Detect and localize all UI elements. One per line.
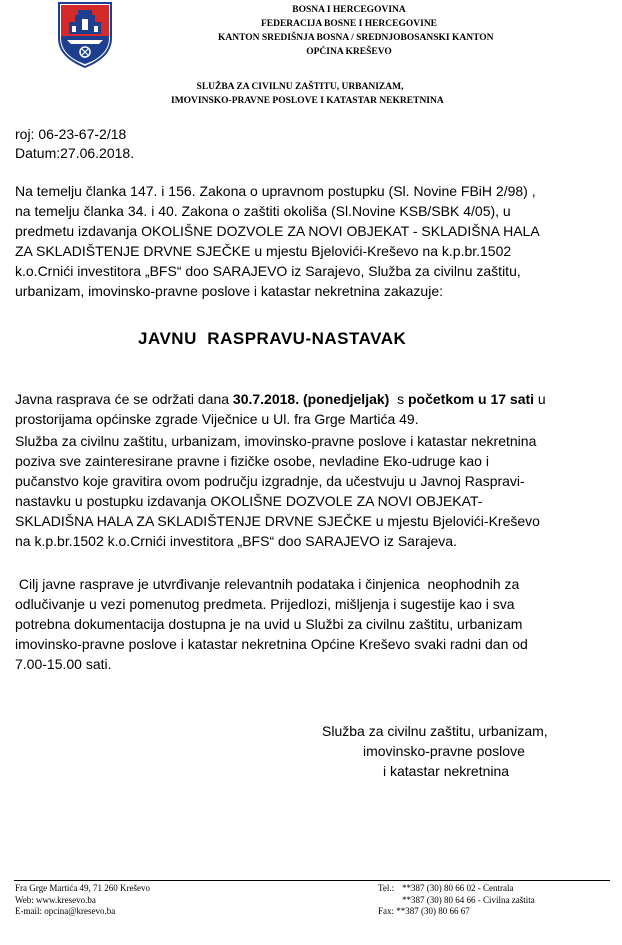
signature-line: Služba za civilnu zaštitu, urbanizam, xyxy=(322,723,548,739)
invitation-line: poziva sve zainteresirane pravne i fizičke osobe, nevladine Eko-udruge kao i xyxy=(15,453,489,469)
footer-email: E-mail: opcina@kresevo.ba xyxy=(15,906,116,916)
footer-web: Web: www.kresevo.ba xyxy=(15,894,96,905)
coat-of-arms xyxy=(57,2,113,68)
goal-paragraph xyxy=(15,574,550,674)
footer-divider xyxy=(14,880,610,881)
invitation-line: pučanstvo koje gravitira ovom području izgradnje, da učestvuju u Javnoj Raspravi- xyxy=(15,473,525,489)
footer-tel-central: **387 (30) 80 66 02 - Centrala xyxy=(402,883,514,893)
service-name-block xyxy=(171,80,444,108)
header-line-canton: KANTON SREDIŠNJA BOSNA / SREDNJOBOSANSKI KANTON xyxy=(218,33,494,43)
footer-contact-left xyxy=(15,883,150,918)
intro-line: urbanizam, imovinsko-pravne poslove i katastar nekretnina zakazuje: xyxy=(15,283,443,299)
municipality-shield-icon xyxy=(57,2,113,68)
invitation-line: Služba za civilnu zaštitu, urbanizam, imovinsko-pravne poslove i katastar nekretnina xyxy=(15,433,537,449)
intro-line: predmetu izdavanja OKOLIŠNE DOZVOLE ZA NOVI OBJEKAT - SKLADIŠNA HALA xyxy=(15,223,540,239)
goal-line: odlučivanje u vezi pomenutog predmeta. Prijedlozi, mišljenja i sugestije kao i sva xyxy=(15,596,515,612)
signature-block xyxy=(322,721,548,781)
document-title: JAVNU RASPRAVU-NASTAVAK xyxy=(138,329,407,348)
invitation-line: na k.p.br.1502 k.o.Crnići investitora „BFS“ doo SARAJEVO iz Sarajeva. xyxy=(15,533,457,549)
footer-address: Fra Grge Martića 49, 71 260 Kreševo xyxy=(15,883,151,893)
intro-line: ZA SKLADIŠTENJE DRVNE SJEČKE u mjestu Bjelovići-Kreševo na k.p.br.1502 xyxy=(15,243,512,259)
hearing-start-time: početkom u 17 sati xyxy=(407,391,535,407)
invitation-line: SKLADIŠNA HALA ZA SKLADIŠTENJE DRVNE SJEČKE u mjestu Bjelovići-Kreševo xyxy=(15,513,540,529)
reference-block xyxy=(15,125,134,163)
hearing-paragraph xyxy=(15,389,555,429)
header-line-country: BOSNA I HERCEGOVINA xyxy=(292,5,406,15)
signature-line: i katastar nekretnina xyxy=(383,763,510,779)
hearing-location: prostorijama općinske zgrade Viječnice u Ul. fra Grge Martića 49. xyxy=(15,411,419,427)
invitation-paragraph xyxy=(15,431,550,551)
intro-line: na temelju članka 34. i 40. Zakona o zaštiti okoliša (Sl.Novine KSB/SBK 4/05), u xyxy=(15,203,511,219)
header-block xyxy=(218,3,494,59)
hearing-text: u xyxy=(534,391,546,407)
header-line-federation: FEDERACIJA BOSNE I HERCEGOVINE xyxy=(260,19,438,29)
hearing-date: 30.7.2018. (ponedjeljak) xyxy=(232,391,390,407)
signature-line: imovinsko-pravne poslove xyxy=(363,743,525,759)
footer-contact-right xyxy=(378,883,535,918)
hearing-text: Javna rasprava će se održati dana xyxy=(15,391,233,407)
intro-line: k.o.Crnići investitora „BFS“ doo SARAJEVO iz Sarajevo, Služba za civilnu zaštitu, xyxy=(15,263,521,279)
service-line-1: SLUŽBA ZA CIVILNU ZAŠTITU, URBANIZAM, xyxy=(196,82,404,92)
intro-paragraph xyxy=(15,181,550,301)
reference-date: Datum:27.06.2018. xyxy=(15,145,135,161)
goal-line: potrebna dokumentacija dostupna je na uvid u Službi za civilnu zaštitu, urbanizam xyxy=(15,616,523,632)
header-line-municipality: OPĆINA KREŠEVO xyxy=(306,47,392,57)
goal-line: imovinsko-pravne poslove i katastar nekretnina Općine Kreševo svaki radni dan od xyxy=(15,636,528,652)
goal-line: Cilj javne rasprave je utvrđivanje relevantnih podataka i činjenica neophodnih za xyxy=(15,576,520,592)
service-line-2: IMOVINSKO-PRAVNE POSLOVE I KATASTAR NEKRETNINA xyxy=(171,96,444,106)
footer-fax: Fax: **387 (30) 80 66 67 xyxy=(378,906,470,916)
hearing-text: s xyxy=(389,391,408,407)
goal-line: 7.00-15.00 sati. xyxy=(15,656,112,672)
intro-line: Na temelju članka 147. i 156. Zakona o upravnom postupku (Sl. Novine FBiH 2/98) , xyxy=(15,183,536,199)
footer-tel-civil-protection: **387 (30) 80 64 66 - Civilna zaštita xyxy=(402,894,535,905)
invitation-line: nastavku u postupku izdavanja OKOLIŠNE DOZVOLE ZA NOVI OBJEKAT- xyxy=(15,493,483,509)
footer-tel-label: Tel.: xyxy=(378,883,395,893)
reference-number: roj: 06-23-67-2/18 xyxy=(15,126,127,142)
